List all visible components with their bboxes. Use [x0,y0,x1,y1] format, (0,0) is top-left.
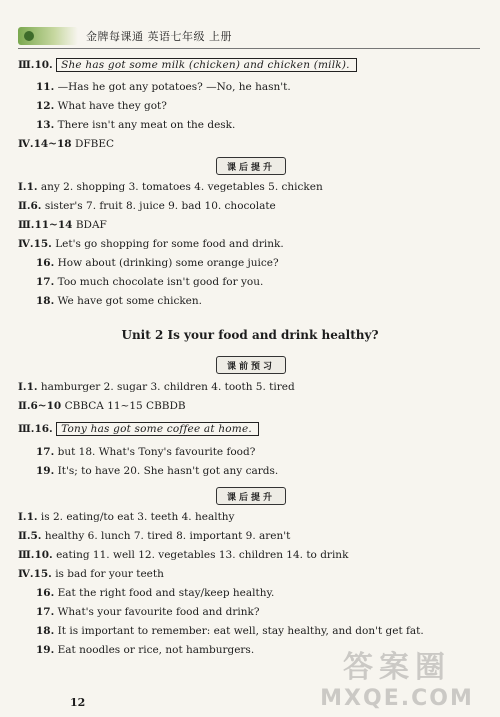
header-divider [18,48,480,49]
answer-line: Ⅲ.10. eating 11. well 12. vegetables 13. children 14. to drink [18,549,349,561]
watermark [312,640,482,712]
watermark-url: MXQE.COM [320,685,474,711]
page-number: 12 [70,696,86,709]
answer-line: 11. —Has he got any potatoes? —No, he hasn't. [36,81,291,93]
answer-line: Ⅱ.5. healthy 6. lunch 7. tired 8. important 9. aren't [18,530,291,542]
answer-line: Ⅰ.1. hamburger 2. sugar 3. children 4. tooth 5. tired [18,381,295,393]
handwritten-answer: She has got some milk (chicken) and chicken (milk). [56,58,357,72]
section-badge: 课后提升 [216,487,286,505]
answer-line: Ⅱ.6~10 CBBCA 11~15 CBBDB [18,400,186,412]
answer-line: 18. It is important to remember: eat well, stay healthy, and don't get fat. [36,625,424,637]
answer-line: 17. Too much chocolate isn't good for you. [36,276,264,288]
answer-line: Ⅰ.1. is 2. eating/to eat 3. teeth 4. healthy [18,511,235,523]
answer-line: 18. We have got some chicken. [36,295,202,307]
book-title: 金牌每课通 英语七年级 上册 [86,30,232,43]
page-header [18,26,348,46]
answer-line: 16. How about (drinking) some orange juice? [36,257,279,269]
answer-line: 12. What have they got? [36,100,167,112]
handwritten-answer: Tony has got some coffee at home. [56,422,259,436]
answer-line: 19. Eat noodles or rice, not hamburgers. [36,644,255,656]
answer-line: 16. Eat the right food and stay/keep healthy. [36,587,275,599]
answer-line: 19. It's; to have 20. She hasn't got any cards. [36,465,279,477]
section-badge: 课后提升 [216,157,286,175]
section-badge: 课前预习 [216,356,286,374]
watermark-text: 答案圈 [343,649,451,685]
answer-line: 17. but 18. What's Tony's favourite food? [36,446,256,458]
answer-line: Ⅳ.14~18 DFBEC [18,138,115,150]
answer-line: 13. There isn't any meat on the desk. [36,119,236,131]
unit-title: Unit 2 Is your food and drink healthy? [121,328,379,342]
answer-line: 17. What's your favourite food and drink? [36,606,260,618]
answer-line: Ⅳ.15. is bad for your teeth [18,568,164,580]
answer-line: Ⅲ.11~14 BDAF [18,219,107,231]
answer-line: Ⅲ.16. Tony has got some coffee at home. [18,422,259,436]
book-logo-icon [18,27,78,45]
answer-line: Ⅰ.1. any 2. shopping 3. tomatoes 4. vegetables 5. chicken [18,181,323,193]
answer-line: Ⅱ.6. sister's 7. fruit 8. juice 9. bad 10. chocolate [18,200,276,212]
answer-line: Ⅲ.10. She has got some milk (chicken) and chicken (milk). [18,58,357,72]
answer-line: Ⅳ.15. Let's go shopping for some food and drink. [18,238,284,250]
